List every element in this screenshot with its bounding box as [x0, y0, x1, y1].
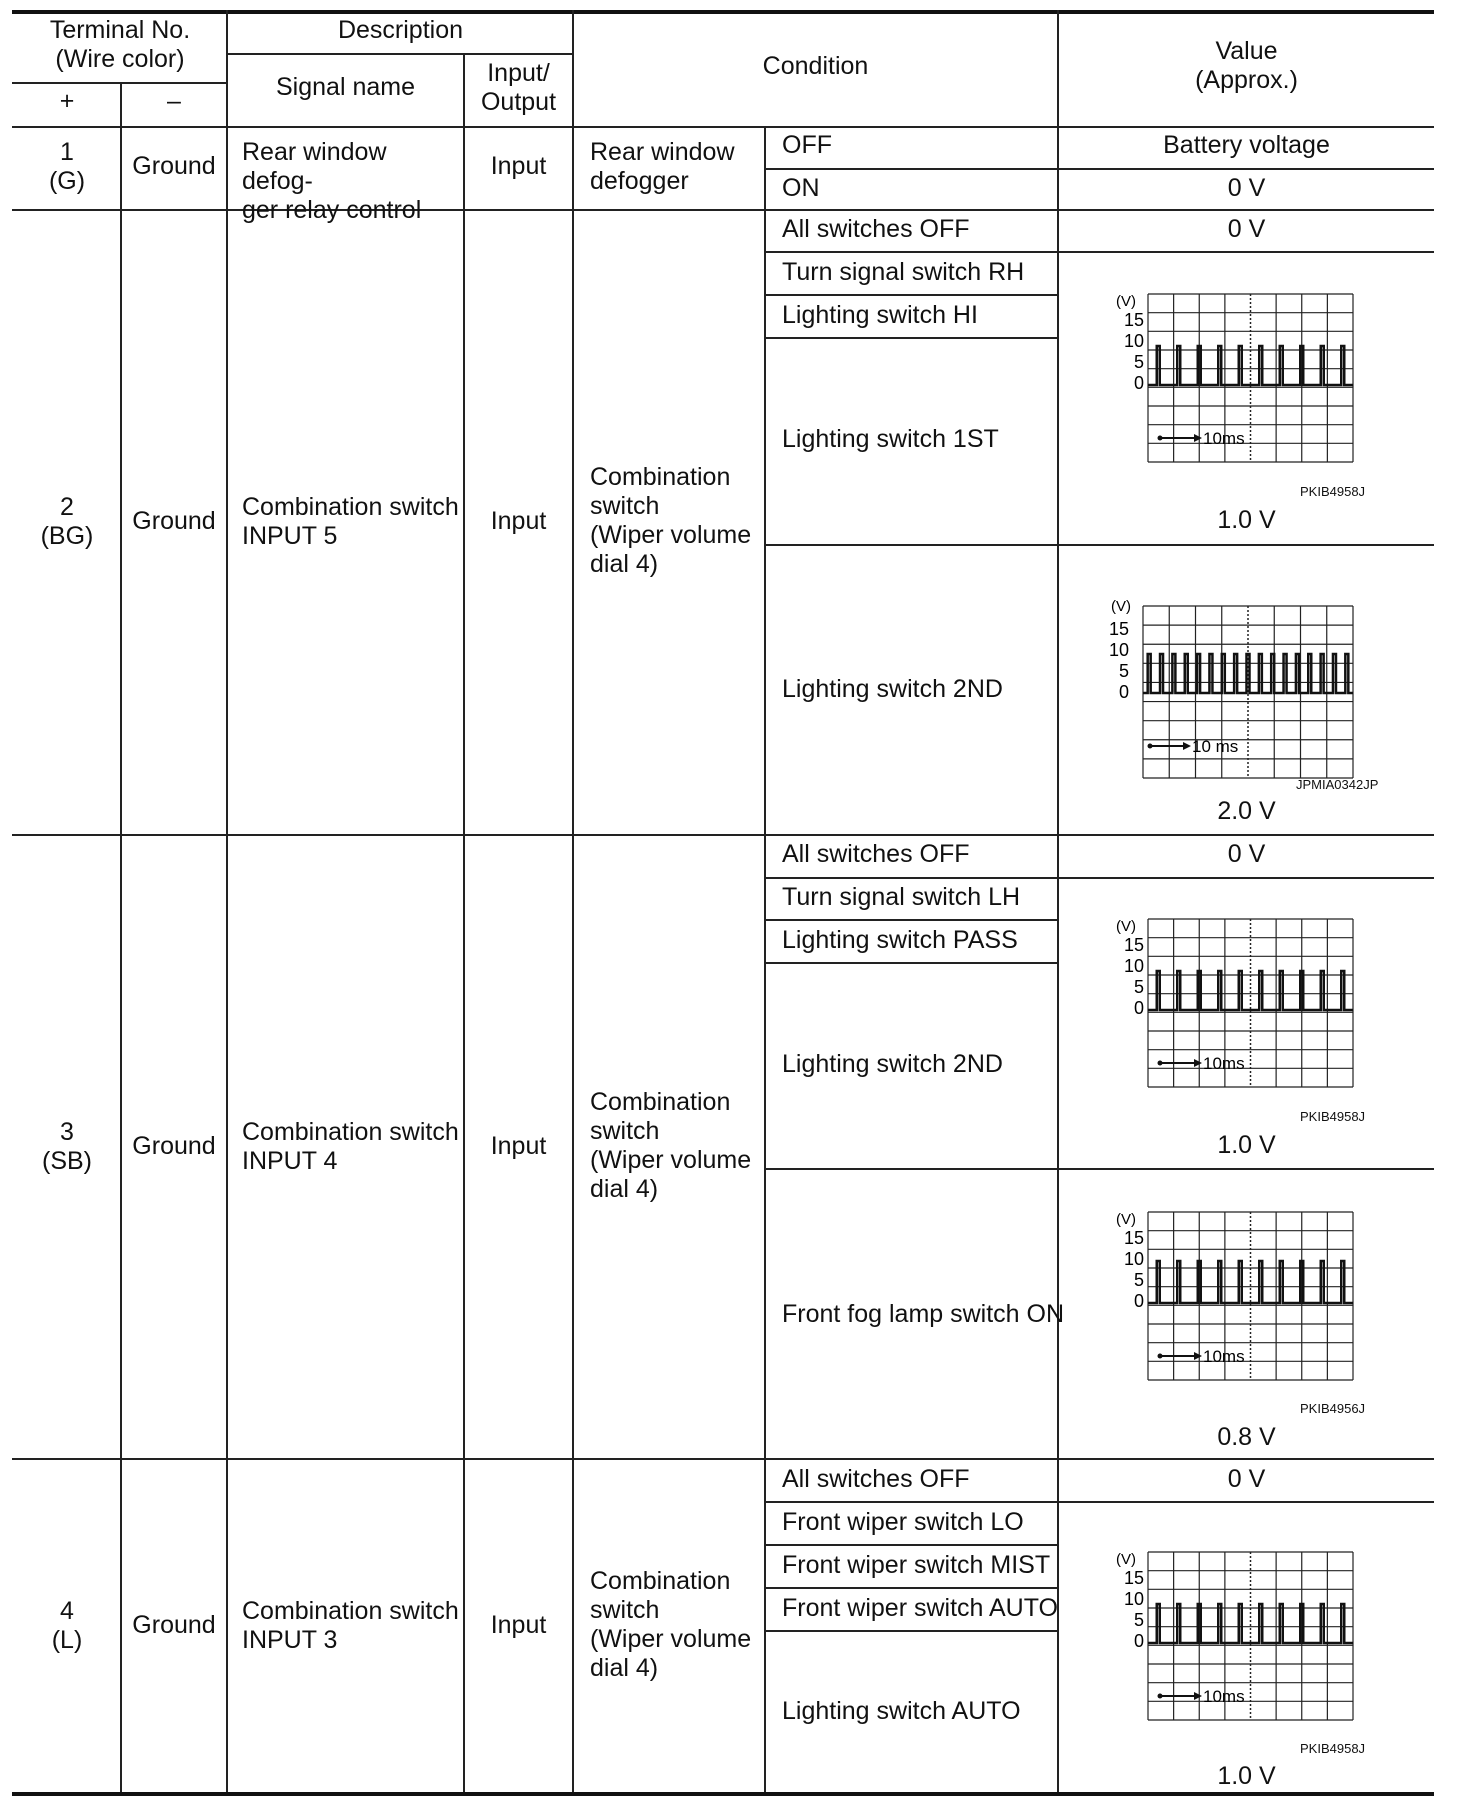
- rule: [463, 53, 465, 1792]
- time-scale-arrow: [1194, 1059, 1202, 1067]
- time-scale-arrow: [1158, 1354, 1163, 1359]
- time-scale-label: 10ms: [1203, 429, 1245, 448]
- condition-state: Lighting switch PASS: [782, 926, 1018, 954]
- rule: [120, 82, 122, 1792]
- time-scale-label: 10ms: [1203, 1347, 1245, 1366]
- scope-grid: [1148, 919, 1353, 1087]
- condition-group: Combination switch (Wiper volume dial 4): [590, 463, 752, 578]
- condition-state: Lighting switch HI: [782, 301, 978, 329]
- y-tick-label: 15: [1123, 1228, 1144, 1248]
- value-text: 1.0 V: [1217, 1762, 1276, 1790]
- y-tick-label: 10: [1123, 331, 1144, 351]
- condition-state: Front fog lamp switch ON: [782, 1300, 1065, 1328]
- y-tick-label: 15: [1108, 619, 1129, 639]
- condition-group: Rear window defogger: [590, 138, 735, 195]
- ground-terminal: Ground: [132, 507, 216, 535]
- condition-state: Lighting switch 1ST: [782, 425, 999, 453]
- y-tick-label: 15: [1123, 1568, 1144, 1588]
- input-output-value: Input: [490, 152, 547, 180]
- figure-code: JPMIA0342JP: [1296, 777, 1379, 792]
- condition-state: All switches OFF: [782, 840, 970, 868]
- rule: [572, 10, 574, 1792]
- y-tick-label: 0: [1118, 682, 1129, 702]
- time-scale-label: 10ms: [1203, 1054, 1245, 1073]
- condition-state: Turn signal switch RH: [782, 258, 1025, 286]
- table-bottom-border: [12, 1792, 1434, 1796]
- condition-state: Front wiper switch LO: [782, 1508, 1024, 1536]
- condition-group: Combination switch (Wiper volume dial 4): [590, 1567, 752, 1682]
- condition-state: Turn signal switch LH: [782, 883, 1021, 911]
- rule: [766, 294, 1058, 296]
- rule: [766, 168, 1434, 170]
- figure-code: PKIB4958J: [1300, 1109, 1366, 1124]
- rule: [766, 251, 1434, 253]
- signal-name: Rear window defog- ger relay control: [242, 138, 422, 224]
- header-terminal-no: Terminal No. (Wire color): [49, 16, 191, 73]
- rule: [1057, 10, 1059, 1792]
- axis-unit-label: (V): [1116, 1551, 1136, 1568]
- condition-state: Lighting switch 2ND: [782, 1050, 1003, 1078]
- axis-unit-label: (V): [1116, 293, 1136, 310]
- rule: [764, 126, 766, 1792]
- condition-state: Lighting switch AUTO: [782, 1697, 1021, 1725]
- signal-name: Combination switch INPUT 3: [242, 1597, 459, 1654]
- value-text: 0 V: [1227, 215, 1266, 243]
- header-minus: –: [167, 87, 181, 115]
- time-scale-arrow: [1183, 742, 1191, 750]
- y-tick-label: 5: [1118, 661, 1129, 681]
- figure-code: PKIB4956J: [1300, 1401, 1366, 1416]
- ground-terminal: Ground: [132, 152, 216, 180]
- time-scale-label: 10ms: [1203, 1687, 1245, 1706]
- axis-unit-label: (V): [1116, 1211, 1136, 1228]
- y-tick-label: 0: [1133, 1291, 1144, 1311]
- header-description: Description: [337, 16, 464, 44]
- rule: [766, 1630, 1058, 1632]
- rule: [766, 919, 1058, 921]
- rule: [766, 1544, 1058, 1546]
- time-scale-arrow: [1194, 1352, 1202, 1360]
- y-tick-label: 0: [1133, 998, 1144, 1018]
- oscilloscope-waveform: [1108, 290, 1378, 485]
- figure-code: PKIB4958J: [1300, 484, 1366, 499]
- input-output-value: Input: [490, 507, 547, 535]
- oscilloscope-waveform: [1103, 593, 1403, 788]
- y-tick-label: 5: [1133, 1610, 1144, 1630]
- rule: [766, 1168, 1434, 1170]
- rule: [766, 337, 1058, 339]
- oscilloscope-waveform: [1108, 1208, 1378, 1403]
- time-scale-arrow: [1158, 1694, 1163, 1699]
- y-tick-label: 5: [1133, 352, 1144, 372]
- time-scale-label: 10 ms: [1192, 737, 1239, 756]
- y-tick-label: 10: [1108, 640, 1129, 660]
- axis-unit-label: (V): [1116, 918, 1136, 935]
- oscilloscope-waveform: [1108, 1548, 1378, 1743]
- condition-state: Front wiper switch MIST: [782, 1551, 1051, 1579]
- value-text: 0 V: [1227, 840, 1266, 868]
- oscilloscope-waveform: [1108, 915, 1378, 1110]
- y-tick-label: 15: [1123, 310, 1144, 330]
- header-plus: +: [59, 87, 75, 115]
- time-scale-arrow: [1148, 744, 1153, 749]
- scope-grid: [1148, 1212, 1353, 1380]
- terminal-number: 1 (G): [48, 138, 86, 195]
- scope-grid: [1148, 294, 1353, 462]
- y-tick-label: 10: [1123, 956, 1144, 976]
- header-input-output: Input/ Output: [480, 59, 557, 116]
- rule: [766, 1587, 1058, 1589]
- y-tick-label: 10: [1123, 1589, 1144, 1609]
- figure-code: PKIB4958J: [1300, 1741, 1366, 1756]
- y-tick-label: 10: [1123, 1249, 1144, 1269]
- value-text: 2.0 V: [1217, 797, 1276, 825]
- rule: [226, 10, 228, 1792]
- terminal-number: 4 (L): [51, 1597, 83, 1654]
- condition-state: Front wiper switch AUTO: [782, 1594, 1059, 1622]
- y-tick-label: 0: [1133, 1631, 1144, 1651]
- rule: [766, 962, 1058, 964]
- signal-name: Combination switch INPUT 5: [242, 493, 459, 550]
- y-tick-label: 5: [1133, 977, 1144, 997]
- header-signal-name: Signal name: [276, 73, 415, 101]
- condition-state: Lighting switch 2ND: [782, 675, 1003, 703]
- time-scale-arrow: [1158, 1061, 1163, 1066]
- condition-group: Combination switch (Wiper volume dial 4): [590, 1088, 752, 1203]
- value-text: 1.0 V: [1217, 1131, 1276, 1159]
- value-text: 0 V: [1227, 1465, 1266, 1493]
- header-value: Value (Approx.): [1195, 37, 1298, 94]
- rule: [228, 53, 573, 55]
- input-output-value: Input: [490, 1132, 547, 1160]
- signal-name: Combination switch INPUT 4: [242, 1118, 459, 1175]
- ground-terminal: Ground: [132, 1132, 216, 1160]
- value-text: 1.0 V: [1217, 506, 1276, 534]
- y-tick-label: 0: [1133, 373, 1144, 393]
- condition-state: All switches OFF: [782, 215, 970, 243]
- ground-terminal: Ground: [132, 1611, 216, 1639]
- header-condition: Condition: [762, 52, 869, 80]
- condition-state: OFF: [782, 131, 832, 159]
- y-tick-label: 15: [1123, 935, 1144, 955]
- terminal-number: 2 (BG): [40, 493, 94, 550]
- value-text: Battery voltage: [1163, 131, 1330, 159]
- input-output-value: Input: [490, 1611, 547, 1639]
- terminal-number: 3 (SB): [42, 1118, 92, 1175]
- condition-state: All switches OFF: [782, 1465, 970, 1493]
- rule: [766, 1501, 1434, 1503]
- value-text: 0.8 V: [1217, 1423, 1276, 1451]
- scope-grid: [1148, 1552, 1353, 1720]
- condition-state: ON: [782, 174, 820, 202]
- time-scale-arrow: [1194, 434, 1202, 442]
- rule: [766, 877, 1434, 879]
- axis-unit-label: (V): [1111, 598, 1131, 615]
- time-scale-arrow: [1194, 1692, 1202, 1700]
- time-scale-arrow: [1158, 436, 1163, 441]
- y-tick-label: 5: [1133, 1270, 1144, 1290]
- rule: [766, 544, 1434, 546]
- value-text: 0 V: [1227, 174, 1266, 202]
